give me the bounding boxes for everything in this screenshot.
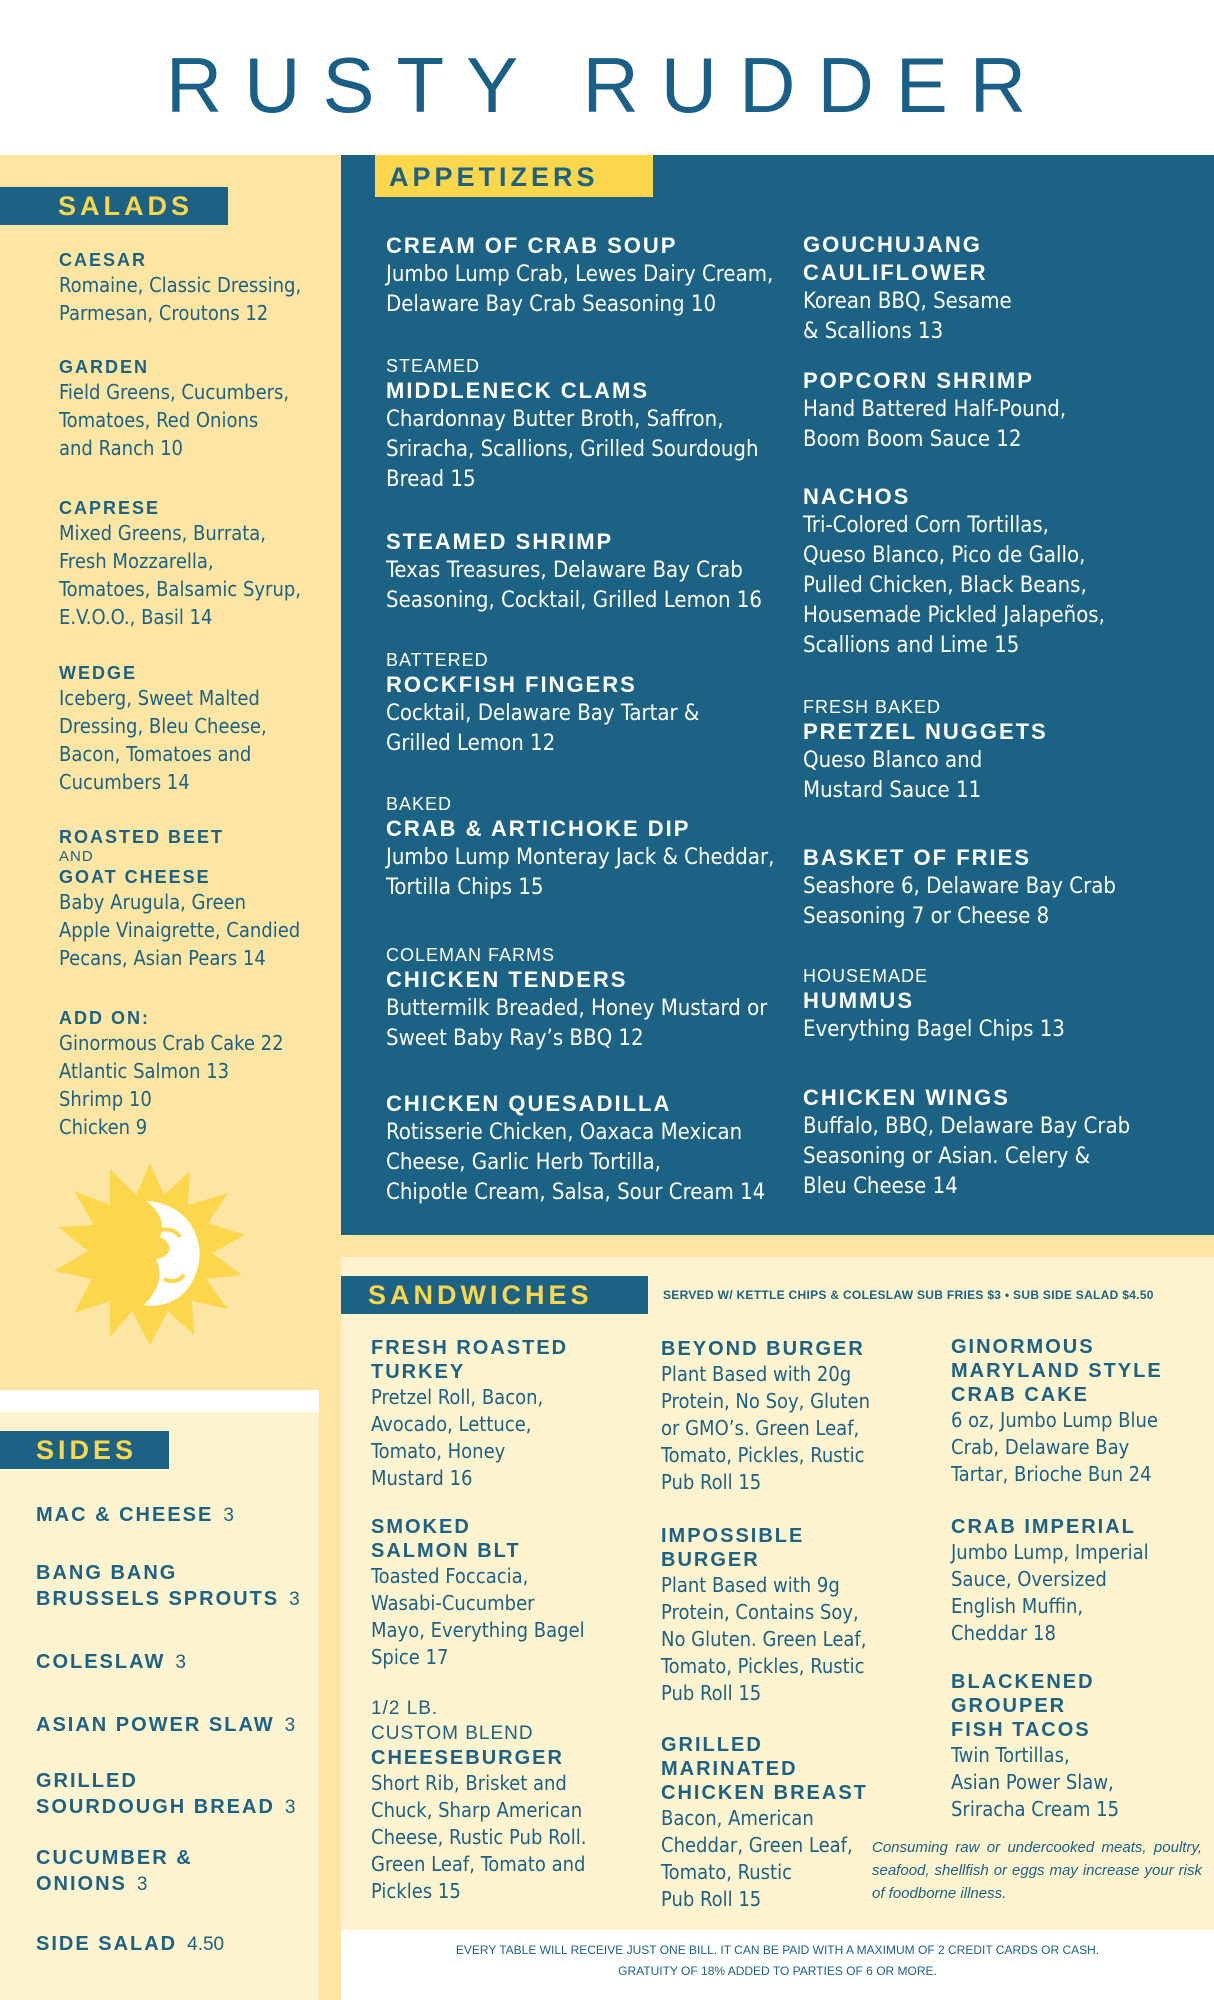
yellow-strip [319, 155, 341, 2000]
app-desc: Everything Bagel Chips 13 [803, 1017, 1065, 1042]
app-desc: Buffalo, BBQ, Delaware Bay Crab [803, 1114, 1131, 1139]
app-middleneck-clams [386, 355, 759, 495]
app-popcorn-shrimp [803, 367, 1066, 455]
sand-name: SALMON BLT [371, 1540, 521, 1562]
side-name: SOURDOUGH BREAD [36, 1796, 275, 1818]
side-name: COLESLAW [36, 1651, 166, 1673]
sand-desc: Green Leaf, Tomato and [371, 1852, 586, 1876]
salad-desc: and Ranch 10 [59, 436, 183, 460]
salad-caesar [59, 249, 301, 327]
side-name: GRILLED [36, 1770, 138, 1792]
sand-desc: English Muffin, [951, 1594, 1084, 1618]
salad-name: ROASTED BEET [59, 827, 225, 847]
sand-desc: Avocado, Lettuce, [371, 1412, 532, 1436]
app-desc: Cocktail, Delaware Bay Tartar & [386, 701, 700, 726]
salad-name: WEDGE [59, 663, 138, 683]
sand-name: MARINATED [661, 1758, 798, 1780]
app-desc: Delaware Bay Crab Seasoning 10 [386, 292, 717, 317]
sand-desc: Tomato, Pickles, Rustic [661, 1654, 865, 1678]
sand-name: IMPOSSIBLE [661, 1525, 805, 1547]
footer-line: EVERY TABLE WILL RECEIVE JUST ONE BILL. IT CAN BE PAID WITH A MAXIMUM OF 2 CREDIT CARDS OR CASH. [455, 1943, 1100, 1957]
sand-desc: Crab, Delaware Bay [951, 1435, 1130, 1459]
app-desc: Jumbo Lump Crab, Lewes Dairy Cream, [386, 262, 774, 287]
app-desc: & Scallions 13 [803, 319, 944, 344]
sandwiches-note: SERVED W/ KETTLE CHIPS & COLESLAW SUB FRIES $3 • SUB SIDE SALAD $4.50 [663, 1288, 1154, 1302]
side-name: BANG BANG [36, 1562, 178, 1584]
app-chicken-tenders [386, 944, 767, 1054]
app-crab-artichoke-dip [386, 793, 774, 903]
app-desc: Hand Battered Half-Pound, [803, 397, 1067, 422]
app-desc: Pulled Chicken, Black Beans, [803, 573, 1087, 598]
salad-name: GARDEN [59, 357, 150, 377]
app-desc: Mustard Sauce 11 [803, 778, 982, 803]
app-cream-of-crab-soup [386, 232, 773, 320]
app-desc: Tortilla Chips 15 [386, 875, 544, 900]
app-desc: Korean BBQ, Sesame [803, 289, 1012, 314]
salad-desc: E.V.O.O., Basil 14 [59, 605, 213, 629]
side-price: 4.50 [187, 1934, 225, 1955]
side-name: ONIONS [36, 1873, 127, 1895]
sand-grilled-chicken-breast [661, 1733, 868, 1913]
sand-desc: Pub Roll 15 [661, 1470, 762, 1494]
app-pre: STEAMED [386, 356, 481, 376]
sand-desc: No Gluten. Green Leaf, [661, 1627, 867, 1651]
app-desc: Buttermilk Breaded, Honey Mustard or [386, 996, 768, 1021]
app-pre: FRESH BAKED [803, 697, 942, 717]
app-desc: Cheese, Garlic Herb Tortilla, [386, 1150, 661, 1175]
header [0, 0, 1214, 155]
app-name: ROCKFISH FINGERS [386, 672, 637, 697]
app-name: CAULIFLOWER [803, 260, 988, 285]
sand-desc: Protein, No Soy, Gluten [661, 1389, 870, 1413]
add-on-title: ADD ON: [59, 1008, 150, 1028]
side-coleslaw [36, 1649, 186, 1676]
sand-desc: Tomato, Rustic [661, 1860, 792, 1884]
side-asian-power-slaw [36, 1712, 295, 1739]
salad-name: CAESAR [59, 250, 148, 270]
sand-name: CRAB IMPERIAL [951, 1516, 1136, 1538]
app-hummus [803, 965, 1065, 1045]
salads-banner: SALADS [0, 187, 228, 225]
app-name: CHICKEN TENDERS [386, 967, 628, 992]
sand-grouper-fish-tacos [951, 1670, 1119, 1823]
app-chicken-quesadilla [386, 1090, 765, 1208]
app-gouchujang-cauliflower [803, 231, 1012, 347]
app-pretzel-nuggets [803, 696, 1048, 806]
salad-desc: Apple Vinaigrette, Candied [59, 918, 301, 942]
app-desc: Grilled Lemon 12 [386, 731, 556, 756]
sand-desc: or GMO’s. Green Leaf, [661, 1416, 860, 1440]
sand-desc: Plant Based with 9g [661, 1573, 840, 1597]
side-price: 3 [284, 1797, 296, 1818]
salad-desc: Fresh Mozzarella, [59, 549, 214, 573]
salad-desc: Baby Arugula, Green [59, 890, 246, 914]
salad-desc: Pecans, Asian Pears 14 [59, 946, 266, 970]
app-desc: Seasoning or Asian. Celery & [803, 1144, 1091, 1169]
app-desc: Rotisserie Chicken, Oaxaca Mexican [386, 1120, 743, 1145]
side-side-salad [36, 1931, 224, 1958]
app-pre: BATTERED [386, 650, 489, 670]
app-name: PRETZEL NUGGETS [803, 719, 1048, 744]
app-name: CHICKEN WINGS [803, 1085, 1010, 1110]
sand-desc: Tomato, Honey [371, 1439, 506, 1463]
sand-name: CRAB CAKE [951, 1384, 1089, 1406]
side-grilled-sourdough [36, 1768, 295, 1821]
side-name: ASIAN POWER SLAW [36, 1714, 275, 1736]
add-on-item: Atlantic Salmon 13 [59, 1059, 230, 1083]
sand-pre: 1/2 LB. [371, 1698, 439, 1719]
sand-cheeseburger [371, 1696, 586, 1905]
salad-desc: Dressing, Bleu Cheese, [59, 714, 267, 738]
add-on-item: Ginormous Crab Cake 22 [59, 1031, 284, 1055]
appetizers-gap [341, 1235, 1214, 1257]
app-pre: BAKED [386, 794, 453, 814]
salad-name: GOAT CHEESE [59, 867, 211, 887]
app-desc: Housemade Pickled Jalapeños, [803, 603, 1105, 628]
salad-desc: Field Greens, Cucumbers, [59, 380, 290, 404]
sand-name: GINORMOUS [951, 1336, 1095, 1358]
restaurant-title: RUSTY RUDDER [165, 41, 1049, 129]
sand-desc: Cheddar, Green Leaf, [661, 1833, 853, 1857]
sand-name: MARYLAND STYLE [951, 1360, 1163, 1382]
app-desc: Queso Blanco, Pico de Gallo, [803, 543, 1086, 568]
app-desc: Scallions and Lime 15 [803, 633, 1020, 658]
sand-name: GRILLED [661, 1734, 763, 1756]
sand-desc: Short Rib, Brisket and [371, 1771, 567, 1795]
add-on-item: Shrimp 10 [59, 1087, 152, 1111]
side-price: 3 [136, 1874, 148, 1895]
salad-desc: Mixed Greens, Burrata, [59, 521, 267, 545]
sand-impossible-burger [661, 1524, 866, 1707]
sand-name: FRESH ROASTED [371, 1337, 569, 1359]
sand-desc: Cheddar 18 [951, 1621, 1056, 1645]
app-desc: Seashore 6, Delaware Bay Crab [803, 874, 1116, 899]
salad-desc: Bacon, Tomatoes and [59, 742, 252, 766]
salad-desc: Tomatoes, Balsamic Syrup, [59, 577, 301, 601]
sand-desc: Spice 17 [371, 1645, 449, 1669]
side-mac-cheese [36, 1502, 234, 1529]
sand-crab-imperial [951, 1515, 1149, 1647]
sand-name: TURKEY [371, 1361, 466, 1383]
app-name: CHICKEN QUESADILLA [386, 1091, 672, 1116]
app-name: MIDDLENECK CLAMS [386, 378, 649, 403]
app-name: NACHOS [803, 484, 911, 509]
app-name: BASKET OF FRIES [803, 845, 1032, 870]
sand-desc: Mustard 16 [371, 1466, 473, 1490]
salad-desc: Parmesan, Croutons 12 [59, 301, 269, 325]
salad-desc: Tomatoes, Red Onions [59, 408, 259, 432]
app-desc: Sweet Baby Ray’s BBQ 12 [386, 1026, 644, 1051]
footer-notice [341, 1940, 1214, 1982]
app-name: HUMMUS [803, 988, 914, 1013]
food-safety-disclaimer: Consuming raw or undercooked meats, poultry, seafood, shellfish or eggs may increase your risk of foodborne illness. [872, 1839, 1202, 1902]
app-desc: Boom Boom Sauce 12 [803, 427, 1022, 452]
sand-desc: Wasabi-Cucumber [371, 1591, 535, 1615]
app-name: CREAM OF CRAB SOUP [386, 233, 678, 258]
salad-and: AND [59, 848, 94, 865]
app-desc: Chardonnay Butter Broth, Saffron, [386, 407, 724, 432]
sand-name: CHEESEBURGER [371, 1747, 564, 1769]
sand-desc: Tartar, Brioche Bun 24 [951, 1462, 1152, 1486]
app-desc: Jumbo Lump Monteray Jack & Cheddar, [386, 845, 775, 870]
sand-beyond-burger [661, 1337, 870, 1496]
sand-name: BURGER [661, 1549, 760, 1571]
sand-desc: Sriracha Cream 15 [951, 1797, 1120, 1821]
sand-desc: Jumbo Lump, Imperial [951, 1540, 1149, 1564]
side-name: SIDE SALAD [36, 1933, 178, 1955]
app-desc: Tri-Colored Corn Tortillas, [803, 513, 1049, 538]
sand-desc: Protein, Contains Soy, [661, 1600, 859, 1624]
sides-banner: SIDES [0, 1431, 169, 1469]
sand-desc: 6 oz, Jumbo Lump Blue [951, 1408, 1158, 1432]
sand-desc: Cheese, Rustic Pub Roll. [371, 1825, 587, 1849]
app-name: POPCORN SHRIMP [803, 368, 1034, 393]
sand-desc: Tomato, Pickles, Rustic [661, 1443, 865, 1467]
sand-name: SMOKED [371, 1516, 471, 1538]
add-on-item: Chicken 9 [59, 1115, 148, 1139]
app-desc: Seasoning, Cocktail, Grilled Lemon 16 [386, 588, 762, 613]
salad-desc: Iceberg, Sweet Malted [59, 686, 260, 710]
sand-desc: Pretzel Roll, Bacon, [371, 1385, 544, 1409]
side-name: MAC & CHEESE [36, 1504, 214, 1526]
app-desc: Chipotle Cream, Salsa, Sour Cream 14 [386, 1180, 766, 1205]
salad-roasted-beet [59, 826, 300, 972]
app-rockfish-fingers [386, 649, 699, 759]
app-desc: Bread 15 [386, 467, 476, 492]
sun-face-logo-icon [40, 1155, 270, 1345]
app-basket-of-fries [803, 844, 1116, 932]
appetizers-banner: APPETIZERS [375, 155, 653, 197]
sand-desc: Mayo, Everything Bagel [371, 1618, 585, 1642]
app-name: GOUCHUJANG [803, 232, 982, 257]
sand-pre: CUSTOM BLEND [371, 1723, 534, 1744]
footer-line: GRATUITY OF 18% ADDED TO PARTIES OF 6 OR MORE. [618, 1964, 937, 1978]
side-brussels-sprouts [36, 1560, 300, 1613]
sand-desc: Chuck, Sharp American [371, 1798, 583, 1822]
side-price: 3 [223, 1505, 234, 1526]
side-price: 3 [289, 1589, 300, 1610]
sand-ginormous-crab-cake [951, 1335, 1163, 1488]
sandwiches-banner: SANDWICHES [341, 1276, 648, 1314]
sand-desc: Pub Roll 15 [661, 1887, 762, 1911]
sand-name: GROUPER [951, 1695, 1067, 1717]
app-desc: Queso Blanco and [803, 748, 983, 773]
side-name: BRUSSELS SPROUTS [36, 1588, 280, 1610]
sand-desc: Pub Roll 15 [661, 1681, 762, 1705]
sides-divider [0, 1390, 319, 1412]
app-nachos [803, 483, 1105, 661]
sand-desc: Toasted Foccacia, [371, 1564, 529, 1588]
sand-name: CHICKEN BREAST [661, 1782, 868, 1804]
sand-desc: Plant Based with 20g [661, 1362, 852, 1386]
salad-garden [59, 356, 289, 462]
salad-add-on [59, 1007, 284, 1141]
sand-desc: Bacon, American [661, 1806, 814, 1830]
app-desc: Seasoning 7 or Cheese 8 [803, 904, 1050, 929]
app-desc: Sriracha, Scallions, Grilled Sourdough [386, 437, 759, 462]
sand-desc: Asian Power Slaw, [951, 1770, 1114, 1794]
sand-desc: Pickles 15 [371, 1879, 461, 1903]
app-name: CRAB & ARTICHOKE DIP [386, 816, 691, 841]
sand-smoked-salmon-blt [371, 1515, 585, 1671]
sand-name: BLACKENED [951, 1671, 1095, 1693]
salad-caprese [59, 497, 301, 631]
sand-name: FISH TACOS [951, 1719, 1091, 1741]
salad-desc: Romaine, Classic Dressing, [59, 273, 302, 297]
sand-desc: Sauce, Oversized [951, 1567, 1107, 1591]
salad-desc: Cucumbers 14 [59, 770, 190, 794]
side-cucumber-onions [36, 1845, 193, 1898]
side-name: CUCUMBER & [36, 1847, 193, 1869]
sand-name: BEYOND BURGER [661, 1338, 865, 1360]
salad-wedge [59, 662, 267, 796]
app-steamed-shrimp [386, 528, 762, 616]
app-pre: COLEMAN FARMS [386, 945, 556, 965]
app-name: STEAMED SHRIMP [386, 529, 614, 554]
sand-desc: Twin Tortillas, [951, 1743, 1070, 1767]
sand-fresh-roasted-turkey [371, 1336, 568, 1492]
sides-panel [0, 1412, 319, 2000]
app-desc: Bleu Cheese 14 [803, 1174, 958, 1199]
app-desc: Texas Treasures, Delaware Bay Crab [386, 558, 743, 583]
side-price: 3 [284, 1715, 296, 1736]
side-price: 3 [175, 1652, 186, 1673]
app-chicken-wings [803, 1084, 1130, 1202]
salad-name: CAPRESE [59, 498, 161, 518]
app-pre: HOUSEMADE [803, 966, 929, 986]
